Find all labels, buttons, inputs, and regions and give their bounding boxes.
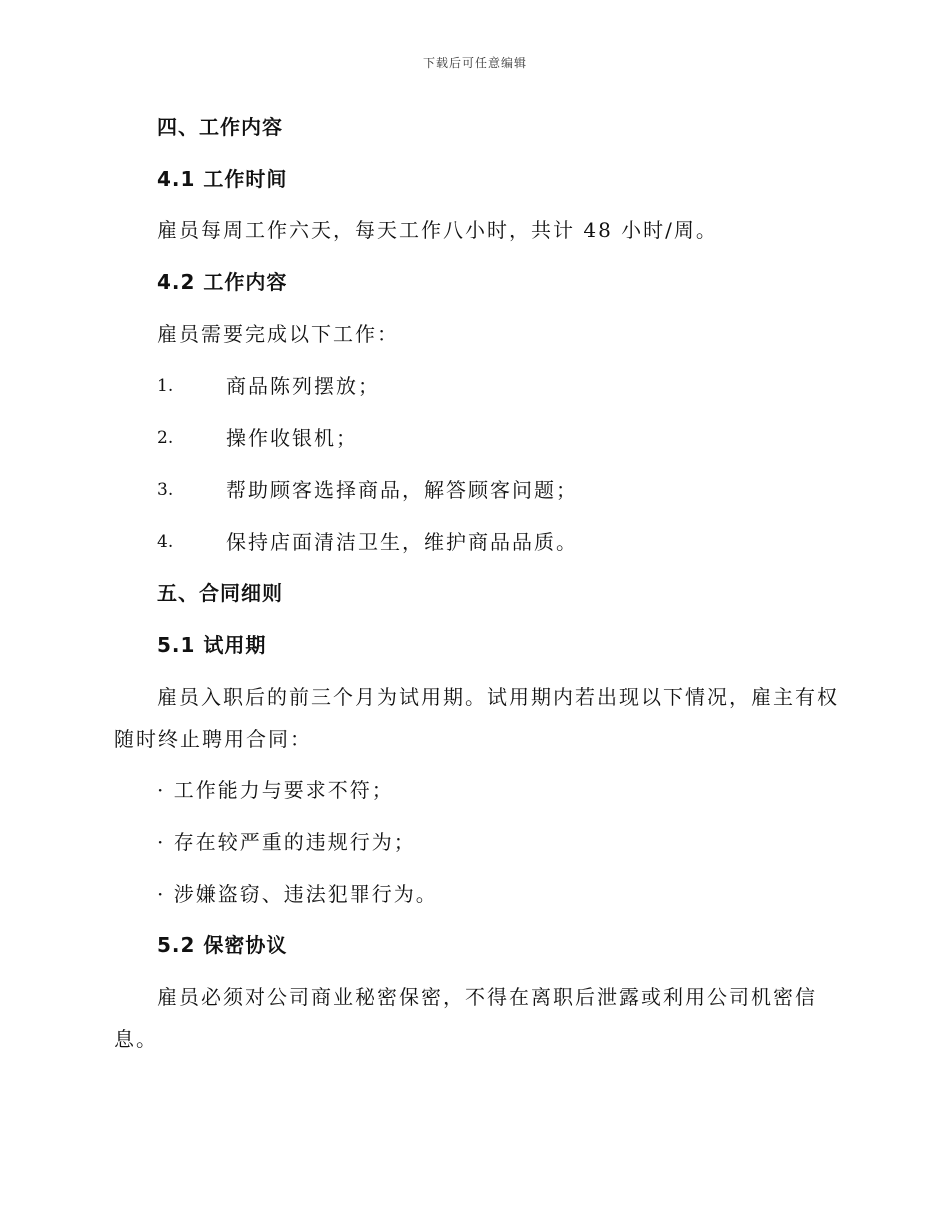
subsection-4-1-heading: 4.1 工作时间 <box>157 167 288 191</box>
subsection-5-2-heading: 5.2 保密协议 <box>157 933 288 957</box>
confidentiality-paragraph-line-2: 息。 <box>114 1027 158 1051</box>
list-item-text: 商品陈列摆放； <box>226 374 380 398</box>
list-item-text: 操作收银机； <box>226 426 358 450</box>
subsection-5-1-heading: 5.1 试用期 <box>157 633 267 657</box>
work-hours-paragraph: 雇员每周工作六天，每天工作八小时，共计 48 小时/周。 <box>157 218 718 242</box>
list-item-number: 1. <box>157 376 174 396</box>
duties-intro: 雇员需要完成以下工作： <box>157 322 399 346</box>
probation-paragraph-line-1: 雇员入职后的前三个月为试用期。试用期内若出现以下情况，雇主有权 <box>157 685 839 709</box>
page-header: 下载后可任意编辑 <box>422 56 527 70</box>
probation-paragraph-line-2: 随时终止聘用合同： <box>114 727 312 751</box>
section-5-heading: 五、合同细则 <box>157 581 283 605</box>
list-item-number: 3. <box>157 480 174 500</box>
bullet-item: · 涉嫌盗窃、违法犯罪行为。 <box>157 882 438 906</box>
confidentiality-paragraph-line-1: 雇员必须对公司商业秘密保密，不得在离职后泄露或利用公司机密信 <box>157 985 817 1009</box>
bullet-item: · 工作能力与要求不符； <box>157 778 394 802</box>
list-item-number: 4. <box>157 532 174 552</box>
section-4-heading: 四、工作内容 <box>157 115 283 139</box>
list-item-text: 帮助顾客选择商品，解答顾客问题； <box>226 478 578 502</box>
subsection-4-2-heading: 4.2 工作内容 <box>157 270 288 294</box>
bullet-item: · 存在较严重的违规行为； <box>157 830 416 854</box>
list-item-number: 2. <box>157 428 174 448</box>
list-item-text: 保持店面清洁卫生，维护商品品质。 <box>226 530 578 554</box>
